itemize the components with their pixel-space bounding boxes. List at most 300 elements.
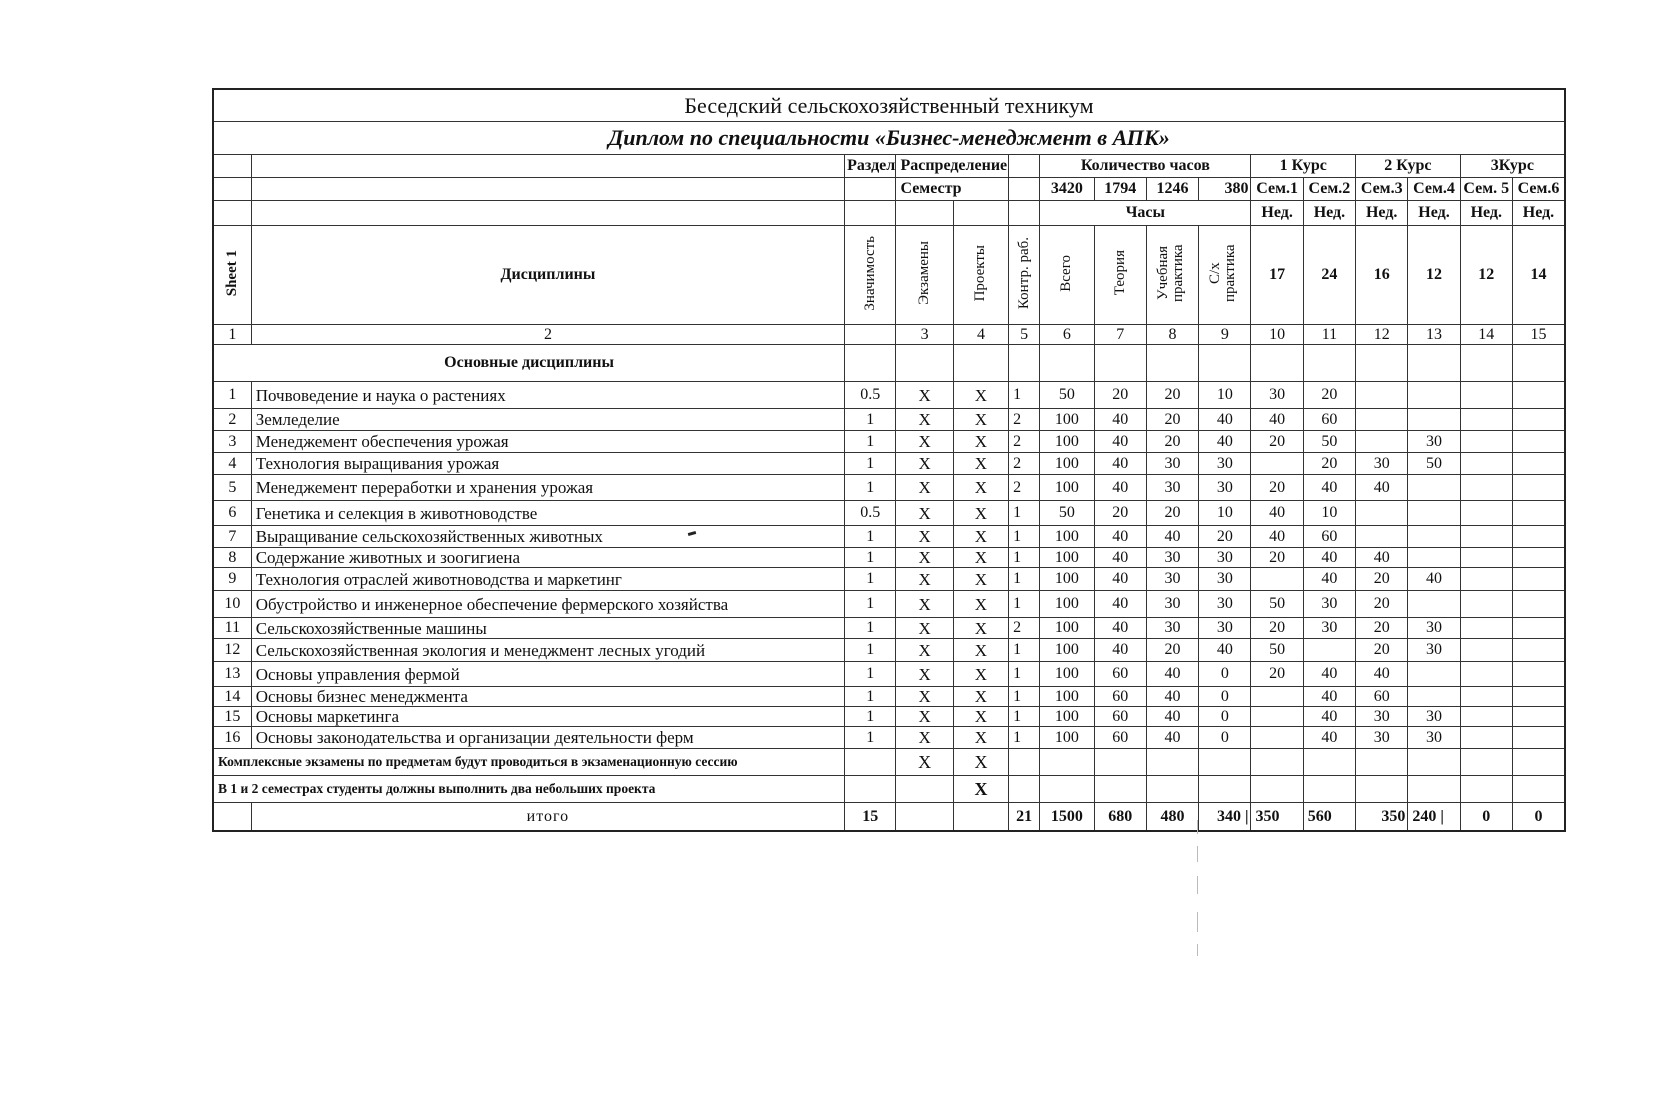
total-farm-practice: 340 | — [1199, 803, 1251, 832]
discipline-name: Обустройство и инженерное обеспечение фермерского хозяйства — [251, 591, 844, 618]
table-row — [213, 526, 1565, 548]
hours-study-practice: 30 — [1146, 475, 1198, 501]
row-number: 4 — [213, 453, 251, 475]
exam-mark: X — [896, 707, 953, 727]
discipline-name: Технология выращивания урожая — [251, 453, 844, 475]
sem2-hours: 40 — [1303, 727, 1355, 749]
table-row — [213, 453, 1565, 475]
faint-scan-line — [1197, 876, 1198, 894]
header-semestr: Семестр — [896, 178, 1009, 201]
note-text: В 1 и 2 семестрах студенты должны выполнить два небольших проекта — [213, 776, 845, 803]
hours-farm-practice: 0 — [1199, 687, 1251, 707]
control-work: 2 — [1009, 453, 1040, 475]
sem3-hours: 60 — [1356, 687, 1408, 707]
weeks-count: 16 — [1356, 226, 1408, 325]
sem2-hours: 30 — [1303, 618, 1355, 639]
sem4-hours — [1408, 591, 1460, 618]
sem2-hours: 40 — [1303, 568, 1355, 591]
sem2-hours: 40 — [1303, 707, 1355, 727]
project-mark: X — [953, 409, 1008, 431]
row-number: 12 — [213, 639, 251, 662]
znachimost: 1 — [845, 591, 896, 618]
project-mark: X — [953, 707, 1008, 727]
exam-mark: X — [896, 501, 953, 526]
column-number: 8 — [1146, 325, 1198, 345]
col-header-farm-practice: С/х практика — [1206, 244, 1238, 302]
sem4-hours — [1408, 526, 1460, 548]
znachimost: 1 — [845, 707, 896, 727]
hours-study-practice: 30 — [1146, 618, 1198, 639]
hours-study-practice: 20 — [1146, 382, 1198, 409]
exam-mark: X — [896, 662, 953, 687]
row-number: 15 — [213, 707, 251, 727]
sem1-hours: 20 — [1251, 431, 1303, 453]
hours-total: 100 — [1040, 662, 1094, 687]
weeks-label: Нед. — [1356, 201, 1408, 226]
sem5-hours — [1460, 526, 1512, 548]
hours-total: 100 — [1040, 591, 1094, 618]
sem3-hours: 30 — [1356, 453, 1408, 475]
weeks-count: 17 — [1251, 226, 1303, 325]
sem3-hours: 40 — [1356, 475, 1408, 501]
project-mark: X — [953, 591, 1008, 618]
sem1-hours — [1251, 727, 1303, 749]
table-row — [213, 707, 1565, 727]
row-number: 11 — [213, 618, 251, 639]
sem1-hours: 50 — [1251, 591, 1303, 618]
sem1-hours: 40 — [1251, 501, 1303, 526]
row-number: 14 — [213, 687, 251, 707]
hours-total: 100 — [1040, 431, 1094, 453]
exam-mark: X — [896, 591, 953, 618]
sem3-hours — [1356, 382, 1408, 409]
znachimost: 1 — [845, 453, 896, 475]
hours-theory: 40 — [1094, 453, 1146, 475]
column-number: 2 — [251, 325, 844, 345]
sem4-hours: 30 — [1408, 639, 1460, 662]
note-text: Комплексные экзамены по предметам будут проводиться в экзаменационную сессию — [213, 749, 845, 776]
semester-label: Сем.1 — [1251, 178, 1303, 201]
header-kurs2: 2 Курс — [1356, 155, 1461, 178]
hours-study-practice: 30 — [1146, 591, 1198, 618]
sem4-hours — [1408, 475, 1460, 501]
sem4-hours — [1408, 409, 1460, 431]
hours-farm-practice: 10 — [1199, 382, 1251, 409]
row-number: 9 — [213, 568, 251, 591]
sem3-hours: 20 — [1356, 639, 1408, 662]
note-project-mark: X — [953, 776, 1008, 803]
total-study-practice: 480 — [1146, 803, 1198, 832]
hours-study-practice: 30 — [1146, 568, 1198, 591]
hours-theory: 60 — [1094, 727, 1146, 749]
col-header-exams: Экзамены — [916, 241, 933, 305]
row-number: 8 — [213, 548, 251, 568]
sem6-hours — [1512, 501, 1565, 526]
section-title: Основные дисциплины — [213, 345, 845, 382]
sem2-hours: 40 — [1303, 687, 1355, 707]
hours-theory: 40 — [1094, 475, 1146, 501]
control-work: 1 — [1009, 707, 1040, 727]
header-kurs3: 3Курс — [1460, 155, 1565, 178]
hours-total: 100 — [1040, 475, 1094, 501]
curriculum-table — [212, 88, 1566, 832]
sem5-hours — [1460, 618, 1512, 639]
column-number: 11 — [1303, 325, 1355, 345]
hours-total: 3420 — [1040, 178, 1094, 201]
discipline-name: Основы законодательства и организации деятельности ферм — [251, 727, 844, 749]
row-number: 6 — [213, 501, 251, 526]
hours-study-practice: 30 — [1146, 453, 1198, 475]
sem2-hours: 60 — [1303, 526, 1355, 548]
total-sem3: 350 — [1356, 803, 1408, 832]
sem3-hours: 20 — [1356, 568, 1408, 591]
hours-study-practice: 20 — [1146, 431, 1198, 453]
sem2-hours: 20 — [1303, 453, 1355, 475]
exam-mark: X — [896, 639, 953, 662]
total-sem6: 0 — [1512, 803, 1565, 832]
column-number: 6 — [1040, 325, 1094, 345]
project-mark: X — [953, 639, 1008, 662]
sem3-hours: 40 — [1356, 548, 1408, 568]
sem4-hours: 30 — [1408, 431, 1460, 453]
discipline-name: Основы управления фермой — [251, 662, 844, 687]
project-mark: X — [953, 568, 1008, 591]
sem5-hours — [1460, 687, 1512, 707]
hours-study-practice: 40 — [1146, 526, 1198, 548]
control-work: 1 — [1009, 687, 1040, 707]
sem5-hours — [1460, 409, 1512, 431]
hours-farm-practice: 20 — [1199, 526, 1251, 548]
semester-label: Сем.2 — [1303, 178, 1355, 201]
total-control: 21 — [1009, 803, 1040, 832]
hours-theory: 40 — [1094, 591, 1146, 618]
exam-mark: X — [896, 453, 953, 475]
discipline-name: Генетика и селекция в животноводстве — [251, 501, 844, 526]
weeks-label: Нед. — [1408, 201, 1460, 226]
sem3-hours: 30 — [1356, 707, 1408, 727]
sem4-hours — [1408, 687, 1460, 707]
weeks-count: 12 — [1460, 226, 1512, 325]
table-row — [213, 618, 1565, 639]
row-number: 1 — [213, 382, 251, 409]
sem2-hours: 30 — [1303, 591, 1355, 618]
discipline-name: Менеджемент переработки и хранения урожая — [251, 475, 844, 501]
project-mark: X — [953, 501, 1008, 526]
hours-total: 100 — [1040, 568, 1094, 591]
total-sem4: 240 | — [1408, 803, 1460, 832]
sem2-hours: 20 — [1303, 382, 1355, 409]
weeks-label: Нед. — [1251, 201, 1303, 226]
faint-scan-line — [1197, 944, 1198, 956]
disciplines-header: Дисциплины — [251, 226, 844, 325]
exam-mark: X — [896, 687, 953, 707]
sem1-hours — [1251, 707, 1303, 727]
column-number: 5 — [1009, 325, 1040, 345]
hours-total: 100 — [1040, 409, 1094, 431]
hours-farm-practice: 40 — [1199, 409, 1251, 431]
weeks-count: 12 — [1408, 226, 1460, 325]
hours-theory: 60 — [1094, 687, 1146, 707]
hours-farm-practice: 0 — [1199, 662, 1251, 687]
hours-total: 100 — [1040, 727, 1094, 749]
hours-study-practice: 40 — [1146, 727, 1198, 749]
project-mark: X — [953, 453, 1008, 475]
column-number: 1 — [213, 325, 251, 345]
znachimost: 1 — [845, 475, 896, 501]
hours-total: 1794 — [1094, 178, 1146, 201]
znachimost: 1 — [845, 568, 896, 591]
header-kurs1: 1 Курс — [1251, 155, 1356, 178]
control-work: 2 — [1009, 618, 1040, 639]
sem5-hours — [1460, 382, 1512, 409]
sem5-hours — [1460, 431, 1512, 453]
sem1-hours: 20 — [1251, 548, 1303, 568]
exam-mark: X — [896, 431, 953, 453]
discipline-name: Содержание животных и зоогигиена — [251, 548, 844, 568]
hours-total: 50 — [1040, 501, 1094, 526]
sem1-hours: 20 — [1251, 662, 1303, 687]
table-row — [213, 431, 1565, 453]
project-mark: X — [953, 526, 1008, 548]
hours-total: 100 — [1040, 526, 1094, 548]
total-label: итого — [251, 803, 844, 832]
sem6-hours — [1512, 475, 1565, 501]
sem6-hours — [1512, 727, 1565, 749]
hours-study-practice: 40 — [1146, 687, 1198, 707]
sem5-hours — [1460, 639, 1512, 662]
discipline-name: Менеджемент обеспечения урожая — [251, 431, 844, 453]
table-row — [213, 475, 1565, 501]
table-row — [213, 568, 1565, 591]
znachimost: 1 — [845, 687, 896, 707]
sem4-hours — [1408, 662, 1460, 687]
project-mark: X — [953, 382, 1008, 409]
table-row — [213, 382, 1565, 409]
control-work: 1 — [1009, 639, 1040, 662]
sem5-hours — [1460, 662, 1512, 687]
semester-label: Сем.4 — [1408, 178, 1460, 201]
sem6-hours — [1512, 618, 1565, 639]
znachimost: 1 — [845, 727, 896, 749]
table-row — [213, 591, 1565, 618]
sem6-hours — [1512, 662, 1565, 687]
row-number: 5 — [213, 475, 251, 501]
row-number: 10 — [213, 591, 251, 618]
sem1-hours: 50 — [1251, 639, 1303, 662]
faint-scan-line — [1197, 912, 1198, 932]
sem4-hours — [1408, 548, 1460, 568]
sem6-hours — [1512, 687, 1565, 707]
sem6-hours — [1512, 639, 1565, 662]
hours-farm-practice: 30 — [1199, 568, 1251, 591]
hours-theory: 40 — [1094, 526, 1146, 548]
control-work: 1 — [1009, 548, 1040, 568]
hours-theory: 40 — [1094, 639, 1146, 662]
sem1-hours — [1251, 568, 1303, 591]
exam-mark: X — [896, 409, 953, 431]
sem3-hours: 40 — [1356, 662, 1408, 687]
total-sem2: 560 — [1303, 803, 1355, 832]
sem2-hours: 40 — [1303, 548, 1355, 568]
weeks-label: Нед. — [1303, 201, 1355, 226]
row-number: 16 — [213, 727, 251, 749]
sem1-hours: 20 — [1251, 618, 1303, 639]
znachimost: 1 — [845, 431, 896, 453]
row-number: 7 — [213, 526, 251, 548]
project-mark: X — [953, 662, 1008, 687]
note-exam-mark: X — [896, 749, 953, 776]
column-number: 10 — [1251, 325, 1303, 345]
hours-study-practice: 20 — [1146, 409, 1198, 431]
sem6-hours — [1512, 568, 1565, 591]
sem5-hours — [1460, 453, 1512, 475]
sem3-hours: 20 — [1356, 591, 1408, 618]
hours-farm-practice: 10 — [1199, 501, 1251, 526]
project-mark: X — [953, 727, 1008, 749]
exam-mark: X — [896, 526, 953, 548]
discipline-name: Основы маркетинга — [251, 707, 844, 727]
hours-farm-practice: 30 — [1199, 618, 1251, 639]
project-mark: X — [953, 687, 1008, 707]
exam-mark: X — [896, 727, 953, 749]
total-znachimost: 15 — [845, 803, 896, 832]
hours-farm-practice: 40 — [1199, 639, 1251, 662]
hours-farm-practice: 30 — [1199, 475, 1251, 501]
table-row — [213, 687, 1565, 707]
sem6-hours — [1512, 382, 1565, 409]
weeks-count: 24 — [1303, 226, 1355, 325]
col-header-total: Всего — [1058, 254, 1075, 292]
discipline-name: Технология отраслей животноводства и маркетинг — [251, 568, 844, 591]
page-title: Беседский сельскохозяйственный техникум — [213, 89, 1565, 122]
hours-farm-practice: 40 — [1199, 431, 1251, 453]
control-work: 1 — [1009, 568, 1040, 591]
table-row — [213, 662, 1565, 687]
col-header-control: Контр. раб. — [1015, 236, 1032, 310]
sem6-hours — [1512, 431, 1565, 453]
sem6-hours — [1512, 453, 1565, 475]
total-all: 1500 — [1040, 803, 1094, 832]
sem6-hours — [1512, 707, 1565, 727]
sem5-hours — [1460, 501, 1512, 526]
hours-study-practice: 40 — [1146, 662, 1198, 687]
znachimost: 1 — [845, 639, 896, 662]
sem1-hours — [1251, 453, 1303, 475]
hours-farm-practice: 30 — [1199, 591, 1251, 618]
sem5-hours — [1460, 548, 1512, 568]
sem2-hours: 10 — [1303, 501, 1355, 526]
page-subtitle: Диплом по специальности «Бизнес-менеджмент в АПК» — [213, 122, 1565, 155]
hours-farm-practice: 30 — [1199, 548, 1251, 568]
sheet-label: Sheet 1 — [223, 249, 240, 297]
sem1-hours — [1251, 687, 1303, 707]
sem6-hours — [1512, 548, 1565, 568]
control-work: 1 — [1009, 591, 1040, 618]
header-raspredelenie: Распределение — [896, 155, 1009, 178]
sem6-hours — [1512, 409, 1565, 431]
znachimost: 1 — [845, 409, 896, 431]
row-number: 13 — [213, 662, 251, 687]
znachimost: 0.5 — [845, 501, 896, 526]
discipline-name: Сельскохозяйственная экология и менеджмент лесных угодий — [251, 639, 844, 662]
hours-total: 1246 — [1146, 178, 1198, 201]
project-mark: X — [953, 548, 1008, 568]
hours-theory: 60 — [1094, 707, 1146, 727]
sem3-hours: 30 — [1356, 727, 1408, 749]
control-work: 2 — [1009, 475, 1040, 501]
column-number: 15 — [1512, 325, 1565, 345]
hours-study-practice: 40 — [1146, 707, 1198, 727]
sem1-hours: 40 — [1251, 409, 1303, 431]
header-razdel: Раздел — [845, 155, 896, 178]
exam-mark: X — [896, 548, 953, 568]
column-number: 13 — [1408, 325, 1460, 345]
sem4-hours: 30 — [1408, 727, 1460, 749]
hours-total: 100 — [1040, 687, 1094, 707]
total-sem1: 350 — [1251, 803, 1303, 832]
header-kolichestvo: Количество часов — [1040, 155, 1251, 178]
hours-theory: 40 — [1094, 568, 1146, 591]
faint-scan-line — [1197, 820, 1198, 834]
row-number: 2 — [213, 409, 251, 431]
sem3-hours — [1356, 409, 1408, 431]
sem5-hours — [1460, 591, 1512, 618]
column-number: 9 — [1199, 325, 1251, 345]
znachimost: 1 — [845, 548, 896, 568]
control-work: 1 — [1009, 501, 1040, 526]
col-header-study-practice: Учебная практика — [1154, 244, 1186, 302]
hours-total: 100 — [1040, 707, 1094, 727]
hours-theory: 40 — [1094, 409, 1146, 431]
hours-total: 50 — [1040, 382, 1094, 409]
semester-label: Сем.6 — [1512, 178, 1565, 201]
total-theory: 680 — [1094, 803, 1146, 832]
sem1-hours: 40 — [1251, 526, 1303, 548]
hours-study-practice: 20 — [1146, 639, 1198, 662]
hours-total: 100 — [1040, 548, 1094, 568]
sem3-hours — [1356, 501, 1408, 526]
table-row — [213, 639, 1565, 662]
column-number: 7 — [1094, 325, 1146, 345]
weeks-count: 14 — [1512, 226, 1565, 325]
row-number: 3 — [213, 431, 251, 453]
znachimost: 1 — [845, 618, 896, 639]
sem1-hours: 30 — [1251, 382, 1303, 409]
discipline-name: Почвоведение и наука о растениях — [251, 382, 844, 409]
note-project-mark: X — [953, 749, 1008, 776]
hours-study-practice: 30 — [1146, 548, 1198, 568]
znachimost: 1 — [845, 526, 896, 548]
discipline-name: Сельскохозяйственные машины — [251, 618, 844, 639]
sem5-hours — [1460, 475, 1512, 501]
sem4-hours: 40 — [1408, 568, 1460, 591]
col-header-znachimost: Значимость — [861, 235, 878, 311]
project-mark: X — [953, 431, 1008, 453]
column-number: 12 — [1356, 325, 1408, 345]
hours-theory: 40 — [1094, 431, 1146, 453]
sem3-hours — [1356, 431, 1408, 453]
sem5-hours — [1460, 707, 1512, 727]
semester-label: Сем. 5 — [1460, 178, 1512, 201]
project-mark: X — [953, 475, 1008, 501]
note-exam-mark — [896, 776, 953, 803]
sem4-hours: 50 — [1408, 453, 1460, 475]
control-work: 2 — [1009, 409, 1040, 431]
control-work: 1 — [1009, 526, 1040, 548]
hours-theory: 60 — [1094, 662, 1146, 687]
faint-scan-line — [1197, 846, 1198, 862]
sem3-hours — [1356, 526, 1408, 548]
